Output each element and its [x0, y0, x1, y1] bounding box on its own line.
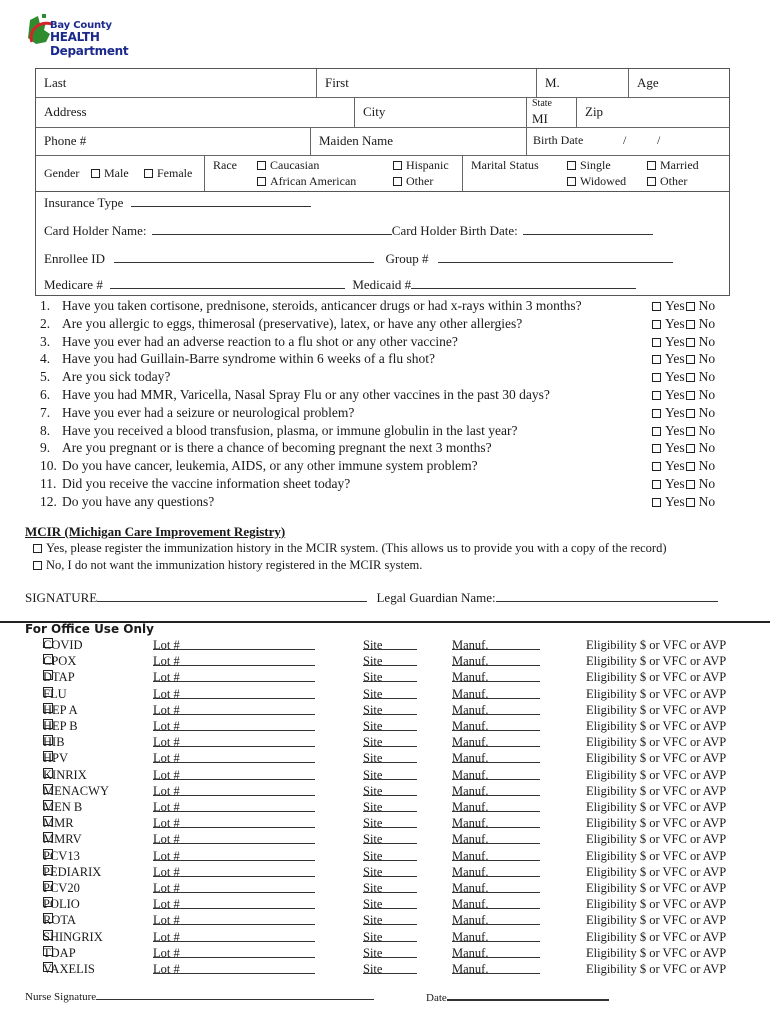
lot-input[interactable] — [153, 881, 315, 893]
eligibility-label: Eligibility $ or VFC or AVP — [586, 881, 727, 895]
eligibility-label: Eligibility $ or VFC or AVP — [586, 962, 727, 976]
yes-option[interactable]: Yes — [652, 405, 685, 420]
yes-no-options — [652, 494, 715, 510]
question-row — [40, 476, 730, 494]
vaccine-row: PCV13 Lot # Site Manuf. Eligibility $ or VFC or AVP — [43, 848, 727, 863]
signature-input[interactable] — [97, 590, 367, 602]
manufacturer-input[interactable] — [452, 946, 540, 958]
marital-widowed-option[interactable]: Widowed — [567, 174, 626, 189]
site-input[interactable] — [363, 784, 417, 796]
lot-input[interactable] — [153, 751, 315, 763]
question-number: 10. — [40, 458, 57, 474]
no-option[interactable]: No — [685, 298, 716, 313]
site-input[interactable] — [363, 865, 417, 877]
vaccine-row: HIB Lot # Site Manuf. Eligibility $ or VFC or AVP — [43, 735, 727, 750]
vaccine-row: HEP B Lot # Site Manuf. Eligibility $ or VFC or AVP — [43, 719, 727, 733]
checkbox-icon[interactable] — [647, 161, 656, 170]
lot-input[interactable] — [153, 962, 315, 974]
eligibility-label: Eligibility $ or VFC or AVP — [586, 848, 727, 863]
eligibility-label: Eligibility $ or VFC or AVP — [586, 816, 727, 831]
vaccine-row: FLU Lot # Site Manuf. Eligibility $ or VFC or AVP — [43, 686, 727, 701]
lot-input[interactable] — [153, 930, 315, 942]
lot-input[interactable] — [153, 703, 315, 715]
checkbox-icon[interactable] — [257, 161, 266, 170]
eligibility-label: Eligibility $ or VFC or AVP — [586, 670, 727, 685]
yes-option[interactable]: Yes — [652, 458, 685, 473]
site-input[interactable] — [363, 719, 417, 731]
site-input[interactable] — [363, 703, 417, 715]
yes-no-options — [652, 458, 715, 474]
yes-option[interactable]: Yes — [652, 369, 685, 384]
eligibility-label: Eligibility $ or VFC or AVP — [586, 702, 727, 717]
question-row — [40, 405, 730, 423]
no-option[interactable]: No — [685, 494, 716, 509]
birth-date-field[interactable]: Birth Date / / — [526, 127, 729, 155]
yes-no-options — [652, 298, 715, 314]
checkbox-icon[interactable] — [652, 355, 661, 364]
site-input[interactable] — [363, 654, 417, 666]
gender-race-row — [36, 155, 729, 191]
lot-input[interactable] — [153, 800, 315, 812]
address-field[interactable]: Address — [44, 104, 87, 119]
eligibility-label: Eligibility $ or VFC or AVP — [586, 929, 727, 944]
address-row — [36, 97, 729, 128]
no-option[interactable]: No — [685, 316, 716, 331]
checkbox-icon[interactable] — [652, 302, 661, 311]
checkbox-icon[interactable] — [686, 498, 695, 507]
checkbox-icon[interactable] — [652, 391, 661, 400]
manufacturer-input[interactable] — [452, 703, 540, 715]
age-field[interactable]: Age — [628, 69, 729, 97]
question-number: 4. — [40, 351, 51, 367]
eligibility-label: Eligibility $ or VFC or AVP — [586, 897, 727, 912]
name-row — [36, 69, 729, 98]
manufacturer-input[interactable] — [452, 670, 540, 682]
checkbox-icon[interactable] — [652, 498, 661, 507]
vaccine-row: ROTA Lot # Site Manuf. Eligibility $ or VFC or AVP — [43, 913, 727, 928]
question-number: 7. — [40, 404, 51, 420]
middle-initial-field[interactable]: M. — [536, 69, 628, 97]
vaccine-row: HEP A Lot # Site Manuf. Eligibility $ or VFC or AVP — [43, 702, 727, 717]
yes-no-options — [652, 440, 715, 456]
lot-input[interactable] — [153, 849, 315, 861]
no-option[interactable]: No — [685, 387, 716, 402]
vaccine-row: TDAP Lot # Site Manuf. Eligibility $ or VFC or AVP — [43, 945, 727, 960]
checkbox-icon[interactable] — [652, 320, 661, 329]
first-name-field[interactable]: First — [316, 69, 536, 97]
yes-no-options — [652, 369, 715, 385]
lot-input[interactable] — [153, 897, 315, 909]
state-field[interactable]: State MI — [526, 97, 576, 127]
medicare-input[interactable] — [110, 277, 345, 289]
eligibility-label: Eligibility $ or VFC or AVP — [586, 767, 727, 782]
manufacturer-input[interactable] — [452, 800, 540, 812]
race-hispanic-option[interactable]: Hispanic — [393, 158, 449, 173]
phone-row — [36, 127, 729, 156]
checkbox-icon[interactable] — [686, 480, 695, 489]
question-row — [40, 458, 730, 476]
yes-no-options — [652, 405, 715, 421]
question-text: Have you ever had a seizure or neurological problem? — [62, 404, 355, 420]
eligibility-label: Eligibility $ or VFC or AVP — [586, 638, 727, 652]
question-number: 8. — [40, 422, 51, 438]
vaccine-row: KINRIX Lot # Site Manuf. Eligibility $ or VFC or AVP — [43, 767, 727, 782]
insurance-type-line: Insurance Type — [44, 195, 311, 211]
site-input[interactable] — [363, 670, 417, 682]
checkbox-icon[interactable] — [652, 462, 661, 471]
question-text: Have you taken cortisone, prednisone, steroids, anticancer drugs or had x-rays within 3 months? — [62, 298, 582, 313]
question-number: 2. — [40, 315, 51, 331]
yes-option[interactable]: Yes — [652, 351, 685, 366]
question-text: Have you received a blood transfusion, plasma, or immune globulin in the last year? — [62, 422, 518, 438]
lot-input[interactable] — [153, 735, 315, 747]
checkbox-icon[interactable] — [91, 169, 100, 178]
eligibility-label: Eligibility $ or VFC or AVP — [586, 913, 727, 928]
question-row — [40, 387, 730, 405]
manufacturer-input[interactable] — [452, 654, 540, 666]
yes-no-options — [652, 351, 715, 367]
zip-field[interactable]: Zip — [576, 97, 729, 127]
gender-group: Gender Male Female — [44, 166, 193, 180]
question-text: Are you sick today? — [62, 369, 171, 385]
question-row — [40, 298, 730, 316]
question-text: Have you had Guillain-Barre syndrome within 6 weeks of a flu shot? — [62, 351, 436, 367]
site-input[interactable] — [363, 816, 417, 828]
manufacturer-input[interactable] — [452, 849, 540, 861]
date-input[interactable] — [447, 990, 609, 1001]
vaccine-row: POLIO Lot # Site Manuf. Eligibility $ or VFC or AVP — [43, 897, 727, 912]
vaccine-row: COVID Lot # Site Manuf. Eligibility $ or VFC or AVP — [43, 638, 727, 652]
checkbox-icon[interactable] — [647, 177, 656, 186]
site-input[interactable] — [363, 687, 417, 699]
site-input[interactable] — [363, 751, 417, 763]
manufacturer-input[interactable] — [452, 751, 540, 763]
vaccine-row: CPOX Lot # Site Manuf. Eligibility $ or VFC or AVP — [43, 654, 727, 669]
manufacturer-input[interactable] — [452, 865, 540, 877]
manufacturer-input[interactable] — [452, 687, 540, 699]
marital-single-option[interactable]: Single — [567, 158, 611, 173]
site-input[interactable] — [363, 849, 417, 861]
question-text: Have you ever had an adverse reaction to a flu shot or any other vaccine? — [62, 333, 458, 349]
no-option[interactable]: No — [685, 334, 716, 349]
lot-input[interactable] — [153, 670, 315, 682]
yes-option[interactable]: Yes — [652, 476, 685, 491]
maiden-name-field[interactable]: Maiden Name — [310, 127, 526, 155]
race-caucasian-option[interactable]: Caucasian — [257, 158, 319, 173]
vaccine-row: DTAP Lot # Site Manuf. Eligibility $ or VFC or AVP — [43, 670, 727, 685]
checkbox-icon[interactable] — [686, 355, 695, 364]
question-number: 3. — [40, 333, 51, 349]
question-row — [40, 440, 730, 458]
checkbox-icon[interactable] — [33, 561, 42, 570]
site-input[interactable] — [363, 946, 417, 958]
eligibility-label: Eligibility $ or VFC or AVP — [586, 832, 727, 847]
lot-input[interactable] — [153, 768, 315, 780]
question-text: Are you allergic to eggs, thimerosal (preservative), latex, or have any other allergies? — [62, 315, 523, 331]
lot-input[interactable] — [153, 638, 315, 650]
lot-input[interactable] — [153, 816, 315, 828]
medicaid-input[interactable] — [411, 277, 636, 289]
card-holder-line: Card Holder Name: Card Holder Birth Date: — [44, 223, 653, 239]
vaccine-row: PCV20 Lot # Site Manuf. Eligibility $ or VFC or AVP — [43, 881, 727, 895]
yes-option[interactable]: Yes — [652, 440, 685, 455]
manufacturer-input[interactable] — [452, 897, 540, 909]
vaccine-row: VAXELIS Lot # Site Manuf. Eligibility $ or VFC or AVP — [43, 962, 727, 976]
lot-input[interactable] — [153, 784, 315, 796]
eligibility-label: Eligibility $ or VFC or AVP — [586, 945, 727, 960]
checkbox-icon[interactable] — [257, 177, 266, 186]
mcir-title: MCIR (Michigan Care Improvement Registry) — [25, 524, 286, 539]
eligibility-label: Eligibility $ or VFC or AVP — [586, 783, 727, 798]
site-input[interactable] — [363, 638, 417, 650]
question-number: 5. — [40, 369, 51, 385]
lot-input[interactable] — [153, 946, 315, 958]
nurse-signature-input[interactable] — [96, 990, 374, 1000]
question-text: Are you pregnant or is there a chance of becoming pregnant the next 3 months? — [62, 440, 492, 456]
yes-option[interactable]: Yes — [652, 387, 685, 402]
medicare-line: Medicare # Medicaid # — [44, 277, 636, 293]
checkbox-icon[interactable] — [393, 161, 402, 170]
yes-no-options — [652, 316, 715, 332]
enrollee-id-input[interactable] — [114, 251, 374, 263]
demographics-table — [35, 68, 730, 192]
question-number: 12. — [40, 493, 57, 509]
legal-guardian-input[interactable] — [496, 590, 718, 602]
checkbox-icon[interactable] — [567, 177, 576, 186]
office-use-title: For Office Use Only — [25, 622, 154, 636]
city-field[interactable]: City — [354, 97, 526, 127]
site-input[interactable] — [363, 913, 417, 925]
eligibility-label: Eligibility $ or VFC or AVP — [586, 864, 727, 879]
nurse-signature-line: Nurse Signature — [25, 990, 374, 1003]
manufacturer-input[interactable] — [452, 930, 540, 942]
yes-option[interactable]: Yes — [652, 298, 685, 313]
manufacturer-input[interactable] — [452, 816, 540, 828]
checkbox-icon[interactable] — [686, 462, 695, 471]
last-name-field[interactable]: Last — [44, 75, 67, 90]
site-input[interactable] — [363, 800, 417, 812]
vaccine-row: PEDIARIX Lot # Site Manuf. Eligibility $ or VFC or AVP — [43, 864, 727, 879]
eligibility-label: Eligibility $ or VFC or AVP — [586, 751, 727, 766]
marital-status-group: Marital Status Single Widowed Married Other — [462, 155, 729, 191]
question-row — [40, 494, 730, 512]
manufacturer-input[interactable] — [452, 962, 540, 974]
no-option[interactable]: No — [685, 440, 716, 455]
mcir-no-option[interactable]: No, I do not want the immunization history registered in the MCIR system. — [33, 558, 422, 573]
question-row — [40, 351, 730, 369]
site-input[interactable] — [363, 962, 417, 974]
site-input[interactable] — [363, 881, 417, 893]
eligibility-label: Eligibility $ or VFC or AVP — [586, 800, 727, 814]
vaccine-row: SHINGRIX Lot # Site Manuf. Eligibility $ or VFC or AVP — [43, 929, 727, 944]
insurance-type-input[interactable] — [131, 195, 311, 207]
checkbox-icon[interactable] — [144, 169, 153, 178]
manufacturer-input[interactable] — [452, 913, 540, 925]
race-other-option[interactable]: Other — [393, 174, 433, 189]
question-number: 11. — [40, 476, 57, 491]
site-input[interactable] — [363, 735, 417, 747]
lot-input[interactable] — [153, 832, 315, 844]
no-option[interactable]: No — [685, 351, 716, 366]
eligibility-label: Eligibility $ or VFC or AVP — [586, 654, 727, 669]
checkbox-icon[interactable] — [652, 427, 661, 436]
logo-line2: HEALTH Department — [50, 30, 129, 58]
question-text: Do you have cancer, leukemia, AIDS, or any other immune system problem? — [62, 458, 478, 474]
checkbox-icon[interactable] — [652, 373, 661, 382]
gender-male-option[interactable]: Male — [91, 166, 129, 181]
question-number: 6. — [40, 387, 51, 402]
site-input[interactable] — [363, 832, 417, 844]
checkbox-icon[interactable] — [686, 320, 695, 329]
marital-other-option[interactable]: Other — [647, 174, 687, 189]
no-option[interactable]: No — [685, 423, 716, 438]
vaccine-row: MMR Lot # Site Manuf. Eligibility $ or VFC or AVP — [43, 816, 727, 831]
question-number: 1. — [40, 298, 51, 313]
yes-no-options — [652, 387, 715, 403]
site-input[interactable] — [363, 930, 417, 942]
no-option[interactable]: No — [685, 405, 716, 420]
manufacturer-input[interactable] — [452, 881, 540, 893]
vaccine-row: HPV Lot # Site Manuf. Eligibility $ or VFC or AVP — [43, 751, 727, 766]
group-number-input[interactable] — [438, 251, 673, 263]
mcir-yes-option[interactable]: Yes, please register the immunization history in the MCIR system. (This allows us to provide you with a copy of the record) — [33, 541, 667, 556]
question-row — [40, 369, 730, 387]
checkbox-icon[interactable] — [393, 177, 402, 186]
question-text: Have you had MMR, Varicella, Nasal Spray Flu or any other vaccines in the past 30 days? — [62, 387, 550, 402]
eligibility-label: Eligibility $ or VFC or AVP — [586, 686, 727, 701]
yes-option[interactable]: Yes — [652, 423, 685, 438]
checkbox-icon[interactable] — [686, 409, 695, 418]
race-african-american-option[interactable]: African American — [257, 174, 356, 189]
checkbox-icon[interactable] — [686, 338, 695, 347]
lot-input[interactable] — [153, 654, 315, 666]
checkbox-icon[interactable] — [652, 338, 661, 347]
yes-option[interactable]: Yes — [652, 494, 685, 509]
yes-option[interactable]: Yes — [652, 334, 685, 349]
checkbox-icon[interactable] — [686, 444, 695, 453]
site-input[interactable] — [363, 897, 417, 909]
race-group: Race Caucasian African American Hispanic Other — [204, 155, 462, 191]
health-department-logo — [24, 12, 174, 58]
eligibility-label: Eligibility $ or VFC or AVP — [586, 735, 727, 750]
manufacturer-input[interactable] — [452, 719, 540, 731]
question-row — [40, 316, 730, 334]
checkbox-icon[interactable] — [686, 373, 695, 382]
question-text: Did you receive the vaccine information sheet today? — [62, 476, 351, 491]
phone-field[interactable]: Phone # — [44, 133, 87, 148]
manufacturer-input[interactable] — [452, 784, 540, 796]
lot-input[interactable] — [153, 913, 315, 925]
site-input[interactable] — [363, 768, 417, 780]
checkbox-icon[interactable] — [33, 544, 42, 553]
marital-married-option[interactable]: Married — [647, 158, 699, 173]
gender-female-option[interactable]: Female — [144, 166, 192, 181]
checkbox-icon[interactable] — [652, 444, 661, 453]
vaccine-row: MMRV Lot # Site Manuf. Eligibility $ or VFC or AVP — [43, 832, 727, 847]
checkbox-icon[interactable] — [567, 161, 576, 170]
yes-no-options — [652, 423, 715, 439]
question-text: Do you have any questions? — [62, 493, 215, 509]
checkbox-icon[interactable] — [652, 480, 661, 489]
enrollee-line: Enrollee ID Group # — [44, 251, 673, 267]
no-option[interactable]: No — [685, 476, 716, 491]
insurance-section — [35, 191, 730, 296]
manufacturer-input[interactable] — [452, 768, 540, 780]
yes-no-options — [652, 476, 715, 492]
no-option[interactable]: No — [685, 369, 716, 384]
vaccine-row: MENACWY Lot # Site Manuf. Eligibility $ or VFC or AVP — [43, 783, 727, 798]
checkbox-icon[interactable] — [686, 427, 695, 436]
logo-line1: Bay County — [50, 20, 112, 31]
lot-input[interactable] — [153, 687, 315, 699]
signature-line: SIGNATURE Legal Guardian Name: — [25, 590, 718, 606]
question-number: 9. — [40, 440, 51, 456]
question-row — [40, 423, 730, 441]
checkbox-icon[interactable] — [686, 302, 695, 311]
manufacturer-input[interactable] — [452, 832, 540, 844]
eligibility-label: Eligibility $ or VFC or AVP — [586, 719, 727, 733]
vaccine-row: MEN B Lot # Site Manuf. Eligibility $ or VFC or AVP — [43, 800, 727, 814]
no-option[interactable]: No — [685, 458, 716, 473]
card-holder-birth-input[interactable] — [523, 223, 653, 235]
lot-input[interactable] — [153, 865, 315, 877]
checkbox-icon[interactable] — [686, 391, 695, 400]
manufacturer-input[interactable] — [452, 735, 540, 747]
lot-input[interactable] — [153, 719, 315, 731]
checkbox-icon[interactable] — [652, 409, 661, 418]
manufacturer-input[interactable] — [452, 638, 540, 650]
question-row — [40, 334, 730, 352]
yes-no-options — [652, 334, 715, 350]
yes-option[interactable]: Yes — [652, 316, 685, 331]
date-line: Date — [426, 990, 609, 1004]
card-holder-name-input[interactable] — [152, 223, 392, 235]
